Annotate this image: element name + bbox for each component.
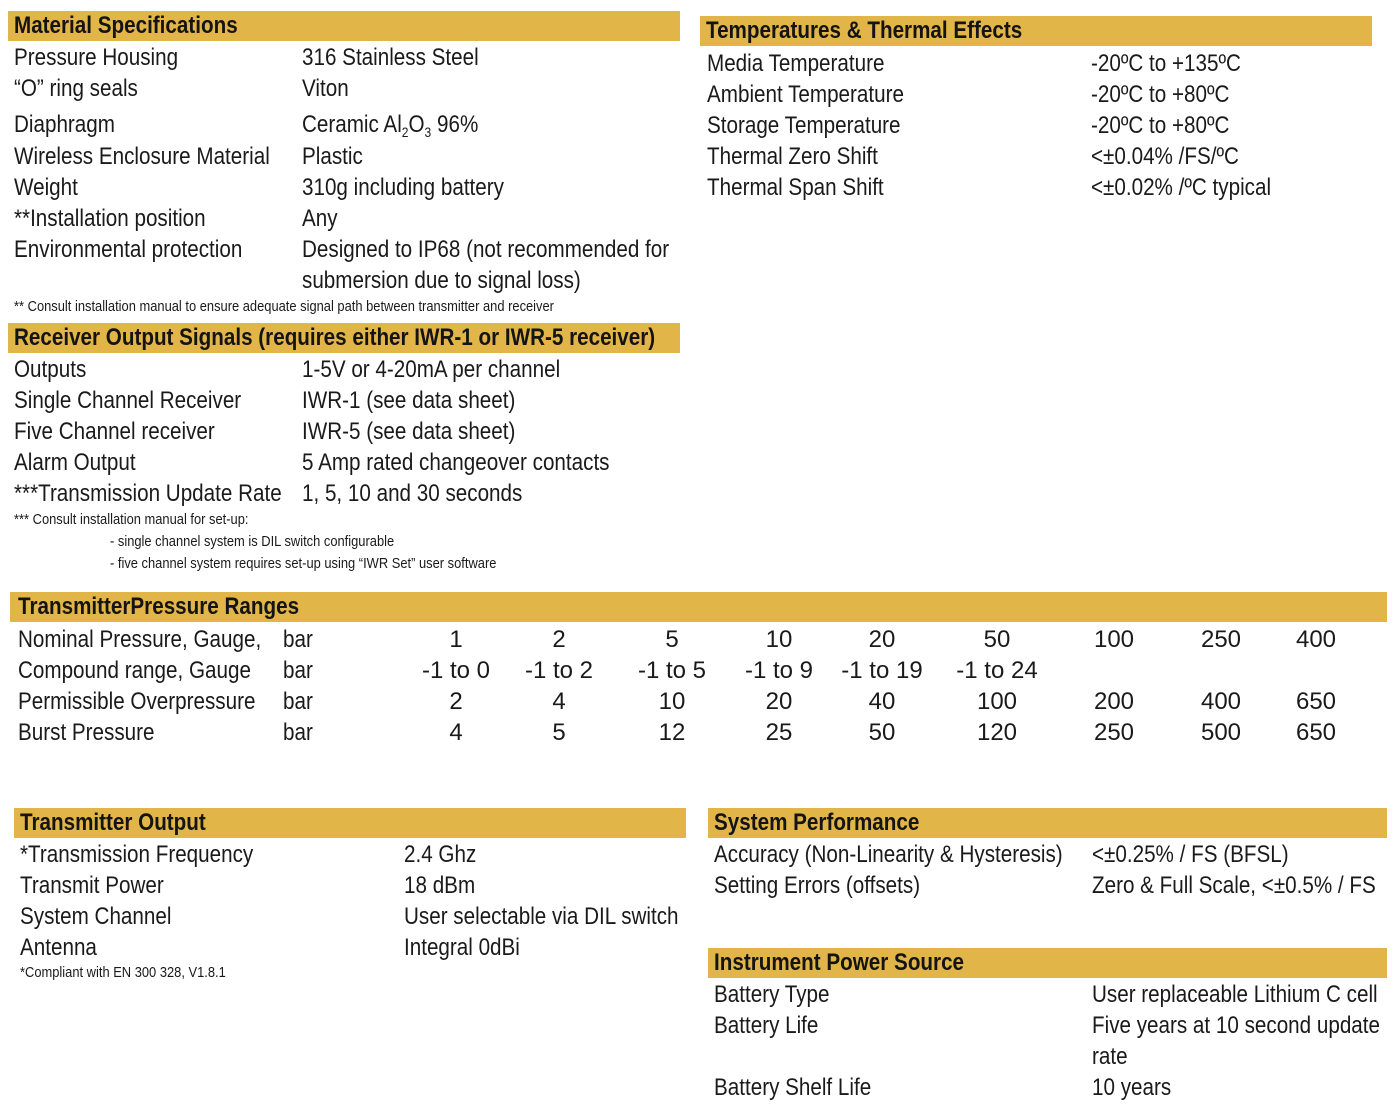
receiver-row-label: Five Channel receiver (14, 418, 215, 445)
material-row-value-continued: submersion due to signal loss) (302, 267, 581, 294)
receiver-row-label: Single Channel Receiver (14, 387, 242, 414)
temperature-row-value: -20ºC to +80ºC (1091, 112, 1230, 139)
power-row-value-continued: rate (1092, 1043, 1128, 1070)
pressure-value-cell: 250 (1200, 626, 1242, 653)
power-source-title: Instrument Power Source (714, 949, 965, 976)
pressure-value-cell: 200 (1093, 688, 1135, 715)
system-performance-title: System Performance (714, 809, 920, 836)
system-performance-header (708, 808, 1387, 838)
power-row-value: Five years at 10 second update (1092, 1012, 1380, 1039)
pressure-value-cell: 400 (1295, 626, 1337, 653)
pressure-value-cell: 40 (868, 688, 896, 715)
pressure-value-cell: 650 (1295, 688, 1337, 715)
temperature-row-value: -20ºC to +135ºC (1091, 50, 1241, 77)
receiver-output-title: Receiver Output Signals (requires either IWR-1 or IWR-5 receiver) (14, 324, 656, 351)
pressure-row-unit: bar (283, 719, 313, 746)
pressure-ranges-title: TransmitterPressure Ranges (18, 593, 300, 620)
temperatures-title: Temperatures & Thermal Effects (706, 17, 1023, 44)
pressure-row-unit: bar (283, 657, 313, 684)
transmitter-row-label: System Channel (20, 903, 172, 930)
power-row-label: Battery Shelf Life (714, 1074, 872, 1101)
material-row-label: Wireless Enclosure Material (14, 143, 270, 170)
pressure-row-unit: bar (283, 688, 313, 715)
pressure-value-cell: -1 to 9 (744, 657, 814, 684)
material-row-label: “O” ring seals (14, 75, 138, 102)
transmitter-row-value: User selectable via DIL switch (404, 903, 679, 930)
receiver-row-value: 1, 5, 10 and 30 seconds (302, 480, 523, 507)
pressure-value-cell: 400 (1200, 688, 1242, 715)
pressure-value-cell: 500 (1200, 719, 1242, 746)
pressure-value-cell: 2 (552, 626, 566, 653)
material-row-value: Ceramic $Al_2O_3$ 96% (302, 111, 479, 140)
pressure-row-label: Permissible Overpressure (18, 688, 256, 715)
receiver-footnote-item: - single channel system is DIL switch configurable (110, 533, 395, 550)
pressure-row-label: Compound range, Gauge (18, 657, 251, 684)
pressure-value-cell: 5 (552, 719, 566, 746)
temperature-row-label: Ambient Temperature (707, 81, 904, 108)
pressure-value-cell: 50 (868, 719, 896, 746)
pressure-value-cell: -1 to 0 (421, 657, 491, 684)
material-row-label: Weight (14, 174, 78, 201)
receiver-row-label: Alarm Output (14, 449, 136, 476)
transmitter-footnote: *Compliant with EN 300 328, V1.8.1 (20, 964, 226, 981)
pressure-value-cell: -1 to 24 (956, 657, 1038, 684)
material-specifications-title: Material Specifications (14, 12, 238, 39)
pressure-value-cell: 5 (665, 626, 679, 653)
temperature-row-label: Storage Temperature (707, 112, 901, 139)
transmitter-row-label: Transmit Power (20, 872, 164, 899)
pressure-value-cell: 12 (658, 719, 686, 746)
pressure-value-cell: 100 (1093, 626, 1135, 653)
pressure-value-cell: -1 to 2 (524, 657, 594, 684)
pressure-value-cell: 10 (765, 626, 793, 653)
material-specifications-header (8, 11, 680, 41)
material-row-label: Environmental protection (14, 236, 243, 263)
pressure-value-cell: 20 (765, 688, 793, 715)
transmitter-output-title: Transmitter Output (20, 809, 206, 836)
material-row-label: **Installation position (14, 205, 206, 232)
temperatures-header (700, 16, 1372, 46)
pressure-value-cell: 120 (976, 719, 1018, 746)
power-row-label: Battery Type (714, 981, 830, 1008)
temperature-row-value: <±0.04% /FS/ºC (1091, 143, 1239, 170)
temperature-row-value: <±0.02% /ºC typical (1091, 174, 1272, 201)
pressure-value-cell: 1 (449, 626, 463, 653)
transmitter-row-label: *Transmission Frequency (20, 841, 254, 868)
material-row-value: 310g including battery (302, 174, 504, 201)
material-footnote: ** Consult installation manual to ensure adequate signal path between transmitter and receiver (14, 298, 554, 315)
receiver-footnote: *** Consult installation manual for set-up: (14, 511, 249, 528)
pressure-row-unit: bar (283, 626, 313, 653)
pressure-value-cell: 50 (983, 626, 1011, 653)
transmitter-row-label: Antenna (20, 934, 97, 961)
pressure-value-cell: -1 to 5 (637, 657, 707, 684)
material-row-label: Pressure Housing (14, 44, 179, 71)
transmitter-row-value: 2.4 Ghz (404, 841, 477, 868)
performance-row-label: Accuracy (Non-Linearity & Hysteresis) (714, 841, 1063, 868)
transmitter-output-header (14, 808, 686, 838)
receiver-output-header (8, 323, 680, 353)
pressure-value-cell: 100 (976, 688, 1018, 715)
pressure-row-label: Burst Pressure (18, 719, 155, 746)
power-row-value: User replaceable Lithium C cell (1092, 981, 1378, 1008)
pressure-value-cell: 4 (552, 688, 566, 715)
material-row-value: 316 Stainless Steel (302, 44, 479, 71)
pressure-ranges-header (10, 592, 1387, 622)
pressure-value-cell: 2 (449, 688, 463, 715)
material-row-label: Diaphragm (14, 111, 115, 138)
material-row-value: Designed to IP68 (not recommended for (302, 236, 670, 263)
power-row-value: 10 years (1092, 1074, 1172, 1101)
performance-row-value: <±0.25% / FS (BFSL) (1092, 841, 1289, 868)
pressure-value-cell: 10 (658, 688, 686, 715)
receiver-row-value: IWR-5 (see data sheet) (302, 418, 516, 445)
pressure-value-cell: 250 (1093, 719, 1135, 746)
pressure-value-cell: 650 (1295, 719, 1337, 746)
performance-row-label: Setting Errors (offsets) (714, 872, 921, 899)
receiver-row-value: 5 Amp rated changeover contacts (302, 449, 610, 476)
power-source-header (708, 948, 1387, 978)
temperature-row-label: Thermal Zero Shift (707, 143, 878, 170)
receiver-row-label: Outputs (14, 356, 87, 383)
temperature-row-label: Media Temperature (707, 50, 885, 77)
power-row-label: Battery Life (714, 1012, 819, 1039)
pressure-value-cell: 25 (765, 719, 793, 746)
temperature-row-label: Thermal Span Shift (707, 174, 884, 201)
receiver-footnote-item: - five channel system requires set-up using “IWR Set” user software (110, 555, 497, 572)
material-row-value: Plastic (302, 143, 363, 170)
pressure-value-cell: 20 (868, 626, 896, 653)
temperature-row-value: -20ºC to +80ºC (1091, 81, 1230, 108)
pressure-value-cell: -1 to 19 (841, 657, 923, 684)
material-row-value: Viton (302, 75, 349, 102)
material-row-value: Any (302, 205, 338, 232)
performance-row-value: Zero & Full Scale, <±0.5% / FS (1092, 872, 1376, 899)
pressure-row-label: Nominal Pressure, Gauge, (18, 626, 262, 653)
receiver-row-value: IWR-1 (see data sheet) (302, 387, 516, 414)
receiver-row-label: ***Transmission Update Rate (14, 480, 282, 507)
transmitter-row-value: 18 dBm (404, 872, 476, 899)
transmitter-row-value: Integral 0dBi (404, 934, 520, 961)
pressure-value-cell: 4 (449, 719, 463, 746)
receiver-row-value: 1-5V or 4-20mA per channel (302, 356, 561, 383)
